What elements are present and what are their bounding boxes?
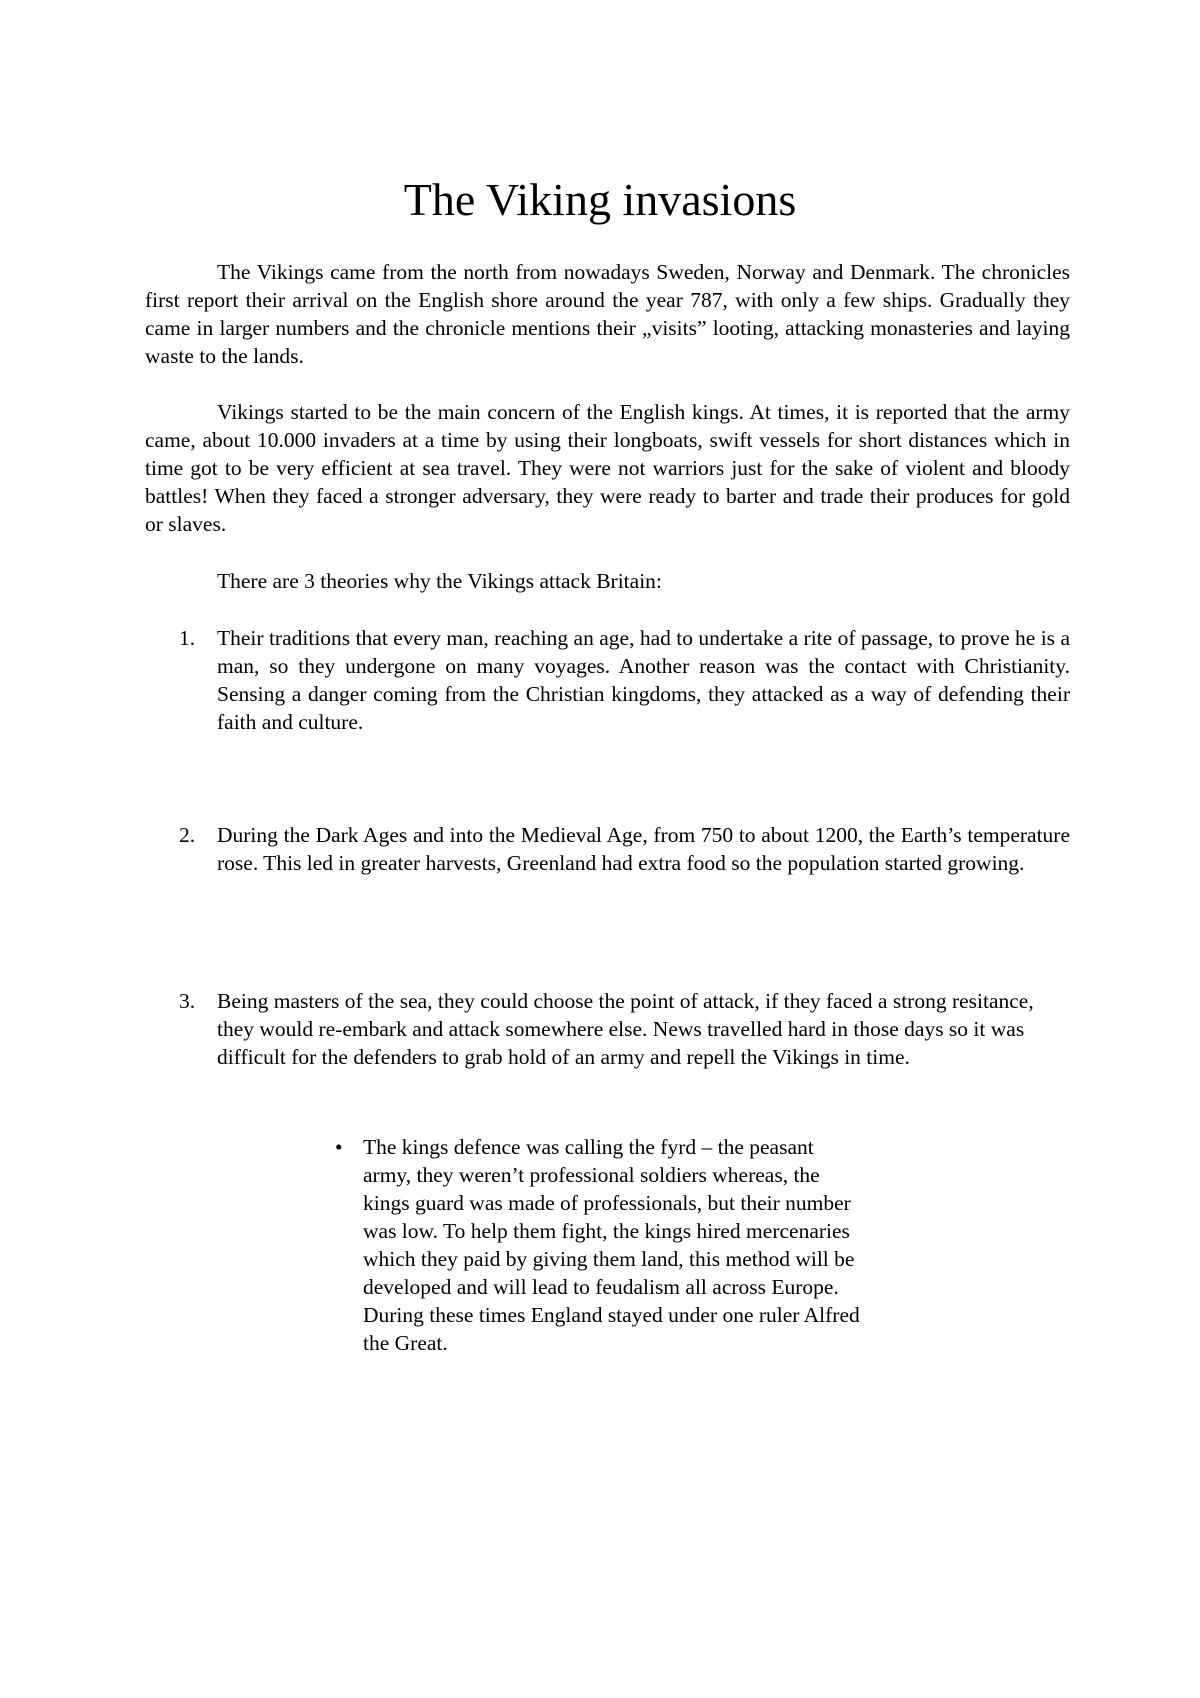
theory-number: 3. (179, 989, 196, 1013)
paragraph-theories-intro: There are 3 theories why the Vikings attack Britain: (217, 569, 662, 593)
theory-item-3 (145, 987, 1070, 1071)
document-title: The Viking invasions (403, 174, 797, 225)
theory-number: 2. (179, 823, 196, 847)
bullet-item-defence (145, 1133, 1070, 1357)
theory-text: During the Dark Ages and into the Medieval Age, from 750 to about 1200, the Earth’s temperature rose. This led in greater harvests, Greenland had extra food so the population started growing. (217, 823, 1070, 875)
bullet-text: The kings defence was calling the fyrd – the peasant army, they weren’t professional soldiers whereas, the kings guard was made of professionals, but their number was low. To help them fight, the kings hired mercenaries which they paid by giving them land, this method will be developed and will lead to feudalism all across Europe. During these times England stayed under one ruler Alfred the Great. (363, 1135, 860, 1355)
theory-item-1 (145, 624, 1070, 736)
paragraph-origins: The Vikings came from the north from nowadays Sweden, Norway and Denmark. The chronicles first report their arrival on the English shore around the year 787, with only a few ships. Gradually they came in larger numbers and the chronicle mentions their „visits” looting, attacking monasteries and laying waste to the lands. (145, 260, 1070, 368)
theory-text: Their traditions that every man, reaching an age, had to undertake a rite of passage, to prove he is a man, so they undergone on many voyages. Another reason was the contact with Christianity. Sensing a danger coming from the Christian kingdoms, they attacked as a way of defending their faith and culture. (217, 626, 1070, 734)
bullet-icon: • (335, 1135, 343, 1159)
theory-number: 1. (179, 626, 196, 650)
theory-text: Being masters of the sea, they could choose the point of attack, if they faced a strong resitance, they would re-embark and attack somewhere else. News travelled hard in those days so it was difficult for the defenders to grab hold of an army and repell the Vikings in time. (217, 989, 1034, 1069)
paragraph-main-concern: Vikings started to be the main concern of the English kings. At times, it is reported that the army came, about 10.000 invaders at a time by using their longboats, swift vessels for short distances which in time got to be very efficient at sea travel. They were not warriors just for the sake of violent and bloody battles! When they faced a stronger adversary, they were ready to barter and trade their produces for gold or slaves. (145, 400, 1070, 536)
theory-item-2 (145, 821, 1070, 877)
